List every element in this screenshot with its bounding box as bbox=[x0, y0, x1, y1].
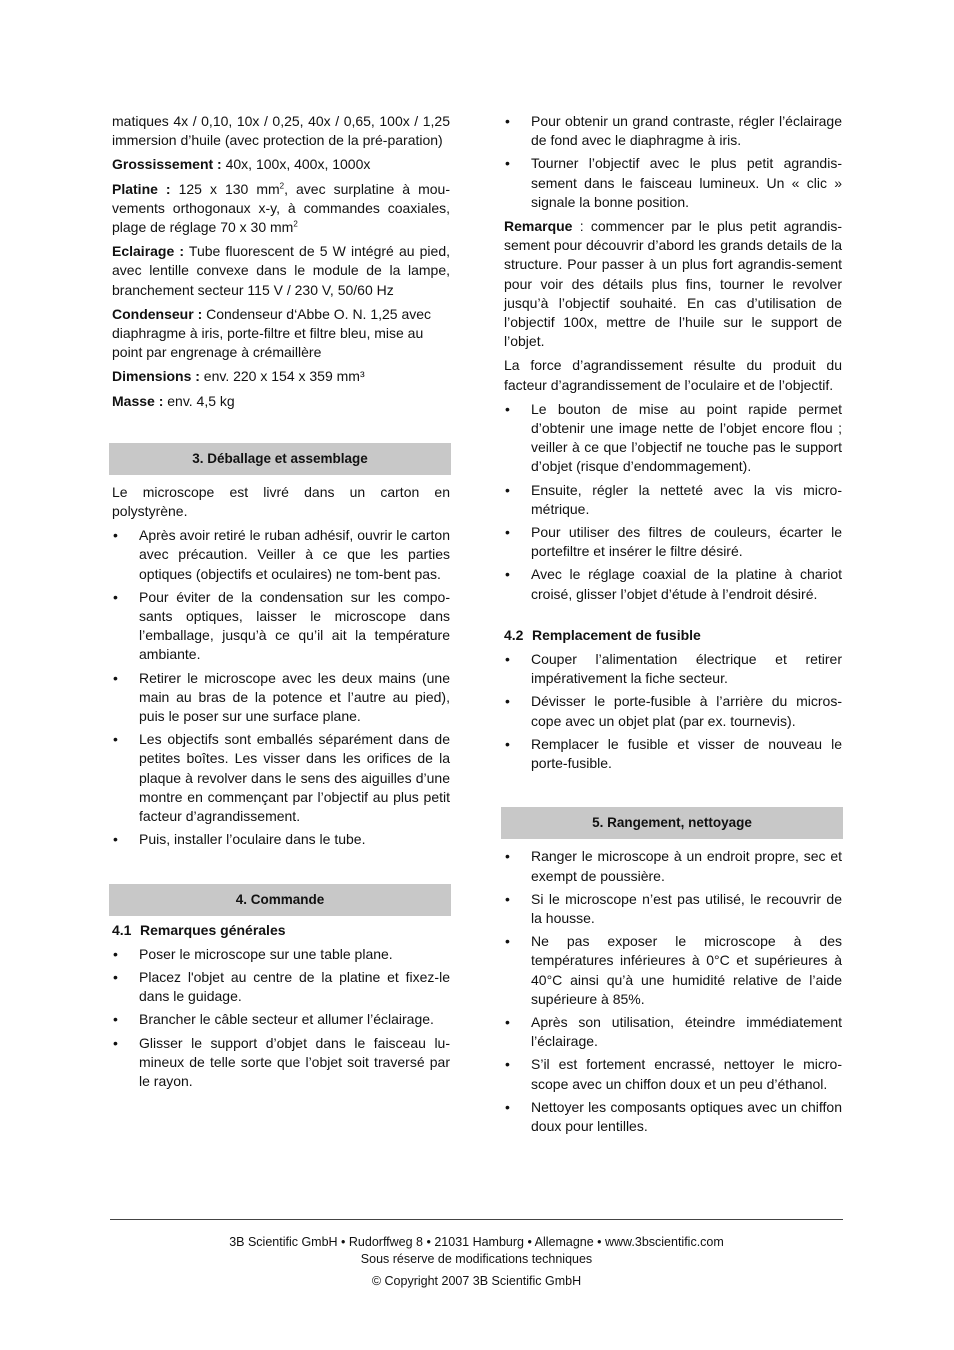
section-5-heading: 5. Rangement, nettoyage bbox=[501, 807, 843, 839]
list-item: • Si le microscope n’est pas utilisé, le recouvrir de la housse. bbox=[504, 890, 842, 928]
spec-label: Platine : bbox=[112, 180, 171, 197]
footer-address: 3B Scientific GmbH • Rudorffweg 8 • 21031 Hamburg • Allemagne • www.3bscientific.com bbox=[229, 1235, 724, 1249]
list-item: • Pour obtenir un grand contraste, régler l’éclairage de fond avec le diaphragme à iris. bbox=[504, 112, 842, 150]
spec-dimensions bbox=[112, 367, 450, 386]
section-3-heading: 3. Déballage et assemblage bbox=[109, 443, 451, 475]
remarque-label: Remarque bbox=[504, 218, 573, 235]
spec-label: Grossissement : bbox=[112, 156, 222, 173]
list-item: • Nettoyer les composants optiques avec un chiffon doux pour lentilles. bbox=[504, 1098, 842, 1136]
section-4-2-list bbox=[504, 650, 842, 773]
list-item: • Tourner l’objectif avec le plus petit agrandis-sement dans le faisceau lumineux. Un « clic » signale la bonne position. bbox=[504, 154, 842, 212]
section-title: Remarques générales bbox=[140, 921, 286, 938]
list-item: • Après avoir retiré le ruban adhésif, ouvrir le carton avec précaution. Veiller à ce que les parties optiques (objectifs et oculaires) ne tom-bent pas. bbox=[112, 526, 450, 584]
operation-list-b bbox=[504, 400, 842, 604]
operation-list-a bbox=[504, 112, 842, 212]
spec-label: Eclairage : bbox=[112, 243, 185, 260]
spec-continuation: matiques 4x / 0,10, 10x / 0,25, 40x / 0,65, 100x / 1,25 immersion d’huile (avec protection de la pré-paration) bbox=[112, 113, 450, 149]
spec-label: Condenseur : bbox=[112, 305, 203, 322]
list-item: • Le bouton de mise au point rapide permet d’obtenir une image nette de l’objet encore flou ; veiller à ce que l’objectif ne touche pas le support d’objet (risque d’endommagement). bbox=[504, 400, 842, 477]
list-item: • Remplacer le fusible et visser de nouveau le porte-fusible. bbox=[504, 735, 842, 773]
spec-platine bbox=[112, 180, 450, 238]
list-item: • Les objectifs sont emballés séparément dans de petites boîtes. Les visser dans les orifices de la plaque à revolver dans le sens des aiguilles d’une montre en commençant par l’objectif au plus petit facteur d’agrandissement. bbox=[112, 730, 450, 826]
spec-value: Tube fluorescent de 5 W intégré au pied, avec lentille convexe dans le module de la lampe, branchement secteur 115 V / 230 V, 50/60 Hz bbox=[112, 243, 450, 298]
spec-condenseur bbox=[112, 305, 450, 363]
spec-value: env. 4,5 kg bbox=[163, 392, 235, 409]
spec-value: 40x, 100x, 400x, 1000x bbox=[221, 156, 371, 173]
list-item: • Dévisser le porte-fusible à l’arrière du micros-cope avec un objet plat (par ex. tournevis). bbox=[504, 692, 842, 730]
superscript: 2 bbox=[293, 219, 298, 229]
spec-value: 125 x 130 mm bbox=[170, 180, 280, 197]
left-column bbox=[112, 112, 450, 1096]
list-item: • Ensuite, régler la netteté avec la vis micro-métrique. bbox=[504, 481, 842, 519]
list-item: • Puis, installer l’oculaire dans le tube. bbox=[112, 830, 450, 849]
force-paragraph: La force d’agrandissement résulte du produit du facteur d’agrandissement de l’oculaire et de l’objectif. bbox=[504, 357, 842, 393]
list-item: • Placez l'objet au centre de la platine et fixez-le dans le guidage. bbox=[112, 968, 450, 1006]
section-3-intro: Le microscope est livré dans un carton en polystyrène. bbox=[112, 483, 450, 520]
spec-value: , avec surplatine à mou-vements orthogonaux x-y, à commandes coaxiales, plage de réglage 70 x 30 mm bbox=[112, 180, 450, 236]
list-item: • Ne pas exposer le microscope à des températures inférieures à 0°C et supérieures à 40°C ainsi qu’à une humidité relative de l’aide supérieure à 85%. bbox=[504, 932, 842, 1009]
list-item: • Après son utilisation, éteindre immédiatement l’éclairage. bbox=[504, 1013, 842, 1051]
remarque-text: : commencer par le plus petit agrandis-sement pour découvrir d’abord les grands details de la structure. Pour passer à un plus fort agrandis-sement pour voir des détails plus fins, tourner le revolver jusqu’à l’objectif souhaité. En cas d’utilisation de l’objectif 100x, mettre de l’huile sur le support de l’objet. bbox=[504, 218, 842, 350]
section-3-list bbox=[112, 526, 450, 849]
right-column bbox=[504, 112, 842, 1141]
section-number: 4.2 bbox=[504, 626, 524, 643]
spec-grossissement bbox=[112, 155, 450, 174]
list-item: • Couper l’alimentation électrique et retirer impérativement la fiche secteur. bbox=[504, 650, 842, 688]
list-item: • Ranger le microscope à un endroit propre, sec et exempt de poussière. bbox=[504, 847, 842, 885]
remarque-paragraph bbox=[504, 217, 842, 351]
section-4-2-heading bbox=[504, 626, 842, 645]
section-4-1-heading bbox=[112, 921, 450, 940]
section-number: 4.1 bbox=[112, 921, 132, 938]
section-title: Remplacement de fusible bbox=[532, 626, 701, 643]
spec-label: Masse : bbox=[112, 392, 164, 409]
section-4-1-list bbox=[112, 945, 450, 1091]
spec-eclairage bbox=[112, 242, 450, 300]
list-item: • Retirer le microscope avec les deux mains (une main au bras de la potence et l’autre au pied), puis le poser sur une surface plane. bbox=[112, 669, 450, 727]
list-item: • Poser le microscope sur une table plane. bbox=[112, 945, 450, 964]
section-5-list bbox=[504, 847, 842, 1136]
footer-notice: Sous réserve de modifications techniques bbox=[360, 1252, 593, 1266]
superscript: 2 bbox=[279, 180, 285, 190]
section-4-heading: 4. Commande bbox=[109, 884, 451, 916]
list-item: • Pour utiliser des filtres de couleurs, écarter le portefiltre et insérer le filtre désiré. bbox=[504, 523, 842, 561]
list-item: • Avec le réglage coaxial de la platine à chariot croisé, glisser l’objet d’étude à l’endroit désiré. bbox=[504, 565, 842, 603]
list-item: • Pour éviter de la condensation sur les compo-sants optiques, laisser le microscope dans l’emballage, jusqu’à ce qu’il ait la température ambiante. bbox=[112, 588, 450, 665]
spec-masse bbox=[112, 392, 450, 411]
list-item: • S’il est fortement encrassé, nettoyer le micro-scope avec un chiffon doux et un peu d’éthanol. bbox=[504, 1055, 842, 1093]
page-footer bbox=[110, 1219, 843, 1290]
spec-value: env. 220 x 154 x 359 mm³ bbox=[199, 368, 365, 385]
footer-copyright: © Copyright 2007 3B Scientific GmbH bbox=[371, 1274, 582, 1288]
spec-value: Condenseur d‘Abbe O. N. 1,25 avec diaphragme à iris, porte-filtre et filtre bleu, mise au point par engrenage à crémaillère bbox=[112, 305, 432, 361]
list-item: • Brancher le câble secteur et allumer l’éclairage. bbox=[112, 1010, 450, 1029]
list-item: • Glisser le support d’objet dans le faisceau lu-mineux de telle sorte que l’objet soit traversé par le rayon. bbox=[112, 1034, 450, 1092]
spec-label: Dimensions : bbox=[112, 368, 200, 385]
